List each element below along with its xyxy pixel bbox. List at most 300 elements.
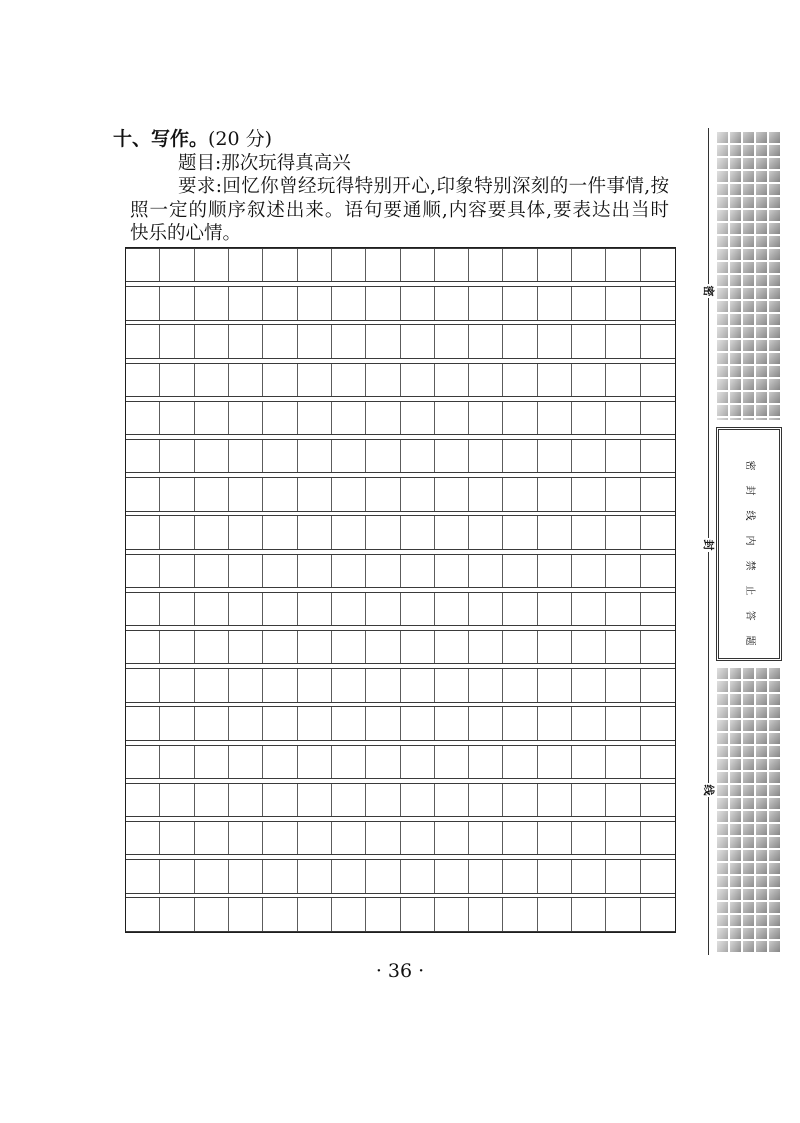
writing-cell [641, 325, 675, 357]
writing-cell [641, 440, 675, 472]
writing-cell [469, 631, 503, 663]
writing-cell [641, 746, 675, 778]
writing-cell [538, 898, 572, 930]
writing-cell [538, 478, 572, 510]
writing-grid-row [126, 363, 675, 397]
writing-cell [263, 402, 297, 434]
writing-cell [606, 898, 640, 930]
writing-cell [366, 516, 400, 548]
writing-cell [401, 898, 435, 930]
writing-cell [263, 478, 297, 510]
writing-cell [503, 631, 537, 663]
writing-cell [126, 822, 160, 854]
writing-cell [126, 516, 160, 548]
writing-grid-row [126, 286, 675, 320]
writing-cell [572, 440, 606, 472]
writing-cell [160, 478, 194, 510]
writing-cell [298, 593, 332, 625]
writing-cell [263, 669, 297, 701]
writing-cell [229, 478, 263, 510]
writing-cell [401, 822, 435, 854]
writing-cell [606, 593, 640, 625]
writing-grid-row [126, 668, 675, 702]
writing-cell [606, 325, 640, 357]
writing-cell [572, 707, 606, 739]
writing-cell [332, 822, 366, 854]
writing-cell [435, 364, 469, 396]
no-answer-notice-text: 密封线内禁止答题 [744, 460, 755, 661]
writing-grid-row [126, 706, 675, 740]
writing-grid-row [126, 439, 675, 473]
writing-cell [263, 364, 297, 396]
writing-cell [160, 669, 194, 701]
writing-cell [332, 898, 366, 930]
writing-cell [366, 707, 400, 739]
writing-cell [606, 440, 640, 472]
writing-cell [435, 478, 469, 510]
writing-cell [641, 516, 675, 548]
writing-cell [641, 669, 675, 701]
writing-cell [160, 784, 194, 816]
writing-cell [641, 822, 675, 854]
writing-cell [538, 860, 572, 892]
writing-cell [298, 555, 332, 587]
writing-cell [332, 402, 366, 434]
writing-cell [298, 784, 332, 816]
writing-cell [606, 784, 640, 816]
writing-cell [503, 593, 537, 625]
writing-cell [229, 898, 263, 930]
writing-cell [366, 325, 400, 357]
writing-cell [160, 364, 194, 396]
writing-cell [160, 822, 194, 854]
writing-cell [641, 898, 675, 930]
writing-cell [298, 746, 332, 778]
writing-cell [503, 669, 537, 701]
writing-cell [126, 555, 160, 587]
writing-cell [401, 860, 435, 892]
writing-cell [469, 402, 503, 434]
writing-cell [366, 898, 400, 930]
writing-grid-row [126, 745, 675, 779]
writing-cell [366, 860, 400, 892]
writing-cell [606, 860, 640, 892]
writing-cell [606, 555, 640, 587]
writing-cell [572, 516, 606, 548]
writing-cell [572, 555, 606, 587]
binding-label-mi: 密 [702, 285, 715, 297]
writing-cell [229, 325, 263, 357]
writing-cell [332, 478, 366, 510]
writing-cell [263, 746, 297, 778]
writing-cell [229, 287, 263, 319]
writing-cell [263, 440, 297, 472]
writing-cell [263, 516, 297, 548]
writing-cell [126, 478, 160, 510]
writing-cell [606, 822, 640, 854]
writing-cell [195, 669, 229, 701]
writing-cell [366, 784, 400, 816]
writing-cell [641, 784, 675, 816]
writing-cell [298, 898, 332, 930]
writing-cell [160, 593, 194, 625]
writing-cell [160, 440, 194, 472]
writing-cell [469, 669, 503, 701]
writing-cell [332, 631, 366, 663]
writing-cell [126, 898, 160, 930]
writing-cell [435, 249, 469, 281]
writing-cell [641, 555, 675, 587]
writing-cell [195, 631, 229, 663]
writing-cell [401, 325, 435, 357]
writing-cell [641, 478, 675, 510]
writing-cell [263, 898, 297, 930]
writing-cell [160, 860, 194, 892]
writing-cell [332, 440, 366, 472]
writing-cell [229, 746, 263, 778]
writing-cell [503, 707, 537, 739]
writing-cell [126, 746, 160, 778]
writing-cell [332, 516, 366, 548]
writing-grid-row [126, 630, 675, 664]
writing-cell [195, 555, 229, 587]
question-heading [113, 128, 272, 152]
writing-cell [229, 631, 263, 663]
writing-cell [298, 325, 332, 357]
writing-cell [195, 516, 229, 548]
writing-cell [435, 325, 469, 357]
writing-cell [195, 364, 229, 396]
writing-cell [606, 516, 640, 548]
writing-cell [572, 898, 606, 930]
writing-cell [572, 669, 606, 701]
writing-grid-row [126, 859, 675, 893]
writing-cell [469, 822, 503, 854]
writing-cell [538, 707, 572, 739]
writing-cell [503, 478, 537, 510]
writing-cell [160, 707, 194, 739]
writing-cell [538, 631, 572, 663]
writing-cell [126, 325, 160, 357]
writing-cell [366, 669, 400, 701]
writing-cell [263, 784, 297, 816]
writing-cell [469, 325, 503, 357]
writing-cell [160, 898, 194, 930]
writing-cell [298, 249, 332, 281]
writing-cell [160, 402, 194, 434]
writing-cell [195, 249, 229, 281]
writing-cell [641, 287, 675, 319]
writing-cell [538, 822, 572, 854]
writing-cell [401, 516, 435, 548]
writing-grid-row [126, 477, 675, 511]
writing-cell [572, 249, 606, 281]
question-number-title: 十、写作。 [113, 128, 209, 150]
writing-cell [160, 746, 194, 778]
writing-cell [572, 364, 606, 396]
writing-cell [332, 555, 366, 587]
writing-cell [606, 669, 640, 701]
writing-cell [298, 631, 332, 663]
writing-cell [229, 784, 263, 816]
writing-cell [126, 707, 160, 739]
writing-grid-row [126, 324, 675, 358]
writing-cell [126, 784, 160, 816]
writing-cell [538, 555, 572, 587]
binding-label-feng: 封 [702, 539, 715, 551]
writing-cell [229, 364, 263, 396]
writing-cell [366, 555, 400, 587]
writing-cell [572, 478, 606, 510]
writing-cell [572, 287, 606, 319]
writing-cell [263, 325, 297, 357]
writing-cell [435, 860, 469, 892]
writing-cell [503, 402, 537, 434]
writing-cell [606, 631, 640, 663]
writing-cell [401, 746, 435, 778]
writing-cell [538, 364, 572, 396]
writing-cell [332, 784, 366, 816]
writing-cell [263, 860, 297, 892]
writing-cell [298, 707, 332, 739]
writing-cell [435, 287, 469, 319]
writing-cell [503, 784, 537, 816]
requirement-line-3: 快乐的心情。 [130, 223, 242, 245]
writing-grid-row [126, 248, 675, 282]
writing-cell [401, 249, 435, 281]
writing-cell [503, 555, 537, 587]
writing-cell [298, 440, 332, 472]
essay-topic: 题目:那次玩得真高兴 [178, 152, 351, 174]
writing-cell [401, 287, 435, 319]
writing-cell [195, 822, 229, 854]
writing-cell [229, 593, 263, 625]
writing-cell [572, 402, 606, 434]
writing-cell [435, 707, 469, 739]
writing-cell [229, 440, 263, 472]
writing-cell [606, 402, 640, 434]
writing-cell [538, 402, 572, 434]
writing-grid-row [126, 401, 675, 435]
writing-cell [298, 402, 332, 434]
writing-cell [435, 898, 469, 930]
writing-cell [160, 287, 194, 319]
writing-cell [298, 822, 332, 854]
writing-cell [469, 364, 503, 396]
writing-cell [366, 364, 400, 396]
writing-cell [195, 784, 229, 816]
writing-cell [606, 249, 640, 281]
writing-grid-row [126, 515, 675, 549]
writing-cell [435, 784, 469, 816]
writing-cell [538, 325, 572, 357]
writing-grid-row [126, 897, 675, 931]
writing-cell [538, 593, 572, 625]
writing-cell [126, 402, 160, 434]
writing-cell [160, 555, 194, 587]
writing-cell [126, 249, 160, 281]
writing-cell [126, 593, 160, 625]
writing-cell [401, 402, 435, 434]
writing-cell [641, 364, 675, 396]
writing-cell [435, 555, 469, 587]
question-score: (20 分) [208, 128, 273, 150]
writing-cell [263, 707, 297, 739]
writing-cell [160, 631, 194, 663]
writing-cell [538, 287, 572, 319]
writing-cell [195, 287, 229, 319]
writing-cell [332, 593, 366, 625]
writing-cell [332, 249, 366, 281]
writing-cell [503, 822, 537, 854]
page-number: · 36 · [375, 960, 425, 982]
writing-cell [195, 860, 229, 892]
writing-grid-row [126, 783, 675, 817]
writing-cell [572, 746, 606, 778]
writing-cell [229, 860, 263, 892]
writing-cell [503, 516, 537, 548]
writing-cell [263, 249, 297, 281]
writing-cell [298, 364, 332, 396]
writing-cell [195, 440, 229, 472]
writing-cell [606, 707, 640, 739]
writing-cell [263, 822, 297, 854]
writing-cell [503, 746, 537, 778]
writing-cell [401, 364, 435, 396]
writing-cell [332, 746, 366, 778]
writing-cell [503, 860, 537, 892]
writing-cell [332, 325, 366, 357]
writing-cell [538, 516, 572, 548]
writing-cell [401, 669, 435, 701]
writing-cell [229, 249, 263, 281]
writing-cell [641, 402, 675, 434]
writing-cell [229, 402, 263, 434]
writing-cell [126, 860, 160, 892]
writing-cell [366, 593, 400, 625]
requirement-line-1: 要求:回忆你曾经玩得特别开心,印象特别深刻的一件事情,按 [178, 176, 669, 198]
writing-cell [366, 402, 400, 434]
writing-cell [641, 631, 675, 663]
writing-grid-row [126, 554, 675, 588]
writing-cell [469, 784, 503, 816]
writing-cell [538, 249, 572, 281]
writing-cell [641, 249, 675, 281]
writing-cell [641, 593, 675, 625]
writing-cell [401, 555, 435, 587]
writing-cell [401, 593, 435, 625]
writing-cell [503, 287, 537, 319]
writing-cell [160, 249, 194, 281]
writing-cell [332, 707, 366, 739]
writing-cell [469, 593, 503, 625]
writing-grid-row [126, 821, 675, 855]
writing-cell [332, 287, 366, 319]
writing-cell [469, 746, 503, 778]
writing-cell [195, 325, 229, 357]
writing-cell [195, 746, 229, 778]
writing-grid [125, 247, 676, 933]
writing-cell [469, 860, 503, 892]
writing-cell [366, 822, 400, 854]
writing-cell [298, 287, 332, 319]
writing-cell [263, 287, 297, 319]
writing-cell [332, 669, 366, 701]
writing-cell [263, 555, 297, 587]
writing-cell [435, 593, 469, 625]
writing-cell [606, 746, 640, 778]
writing-cell [538, 669, 572, 701]
writing-cell [503, 364, 537, 396]
writing-cell [298, 669, 332, 701]
writing-cell [572, 631, 606, 663]
writing-cell [332, 364, 366, 396]
writing-cell [572, 593, 606, 625]
writing-cell [503, 898, 537, 930]
writing-cell [366, 440, 400, 472]
writing-cell [469, 287, 503, 319]
writing-cell [641, 707, 675, 739]
writing-cell [366, 746, 400, 778]
writing-cell [195, 898, 229, 930]
writing-cell [263, 631, 297, 663]
writing-cell [229, 669, 263, 701]
writing-cell [503, 440, 537, 472]
writing-cell [195, 478, 229, 510]
writing-cell [229, 555, 263, 587]
writing-cell [298, 478, 332, 510]
writing-cell [435, 440, 469, 472]
writing-cell [469, 478, 503, 510]
writing-cell [469, 898, 503, 930]
writing-cell [606, 287, 640, 319]
writing-cell [401, 707, 435, 739]
writing-cell [298, 860, 332, 892]
writing-cell [538, 784, 572, 816]
writing-cell [503, 249, 537, 281]
writing-cell [229, 707, 263, 739]
writing-cell [126, 364, 160, 396]
writing-cell [469, 440, 503, 472]
writing-cell [366, 631, 400, 663]
writing-cell [469, 516, 503, 548]
writing-cell [641, 860, 675, 892]
writing-cell [606, 364, 640, 396]
writing-cell [435, 822, 469, 854]
writing-cell [195, 402, 229, 434]
writing-cell [503, 325, 537, 357]
writing-cell [469, 707, 503, 739]
writing-cell [469, 555, 503, 587]
writing-cell [332, 860, 366, 892]
requirement-line-2: 照一定的顺序叙述出来。语句要通顺,内容要具体,要表达出当时 [130, 199, 669, 221]
writing-cell [572, 822, 606, 854]
writing-cell [435, 402, 469, 434]
writing-grid-row [126, 592, 675, 626]
writing-cell [435, 746, 469, 778]
writing-cell [229, 516, 263, 548]
writing-cell [435, 516, 469, 548]
writing-cell [263, 593, 297, 625]
writing-cell [160, 516, 194, 548]
writing-cell [401, 440, 435, 472]
writing-cell [366, 249, 400, 281]
writing-cell [160, 325, 194, 357]
writing-cell [538, 440, 572, 472]
writing-cell [366, 478, 400, 510]
writing-cell [538, 746, 572, 778]
writing-cell [126, 440, 160, 472]
